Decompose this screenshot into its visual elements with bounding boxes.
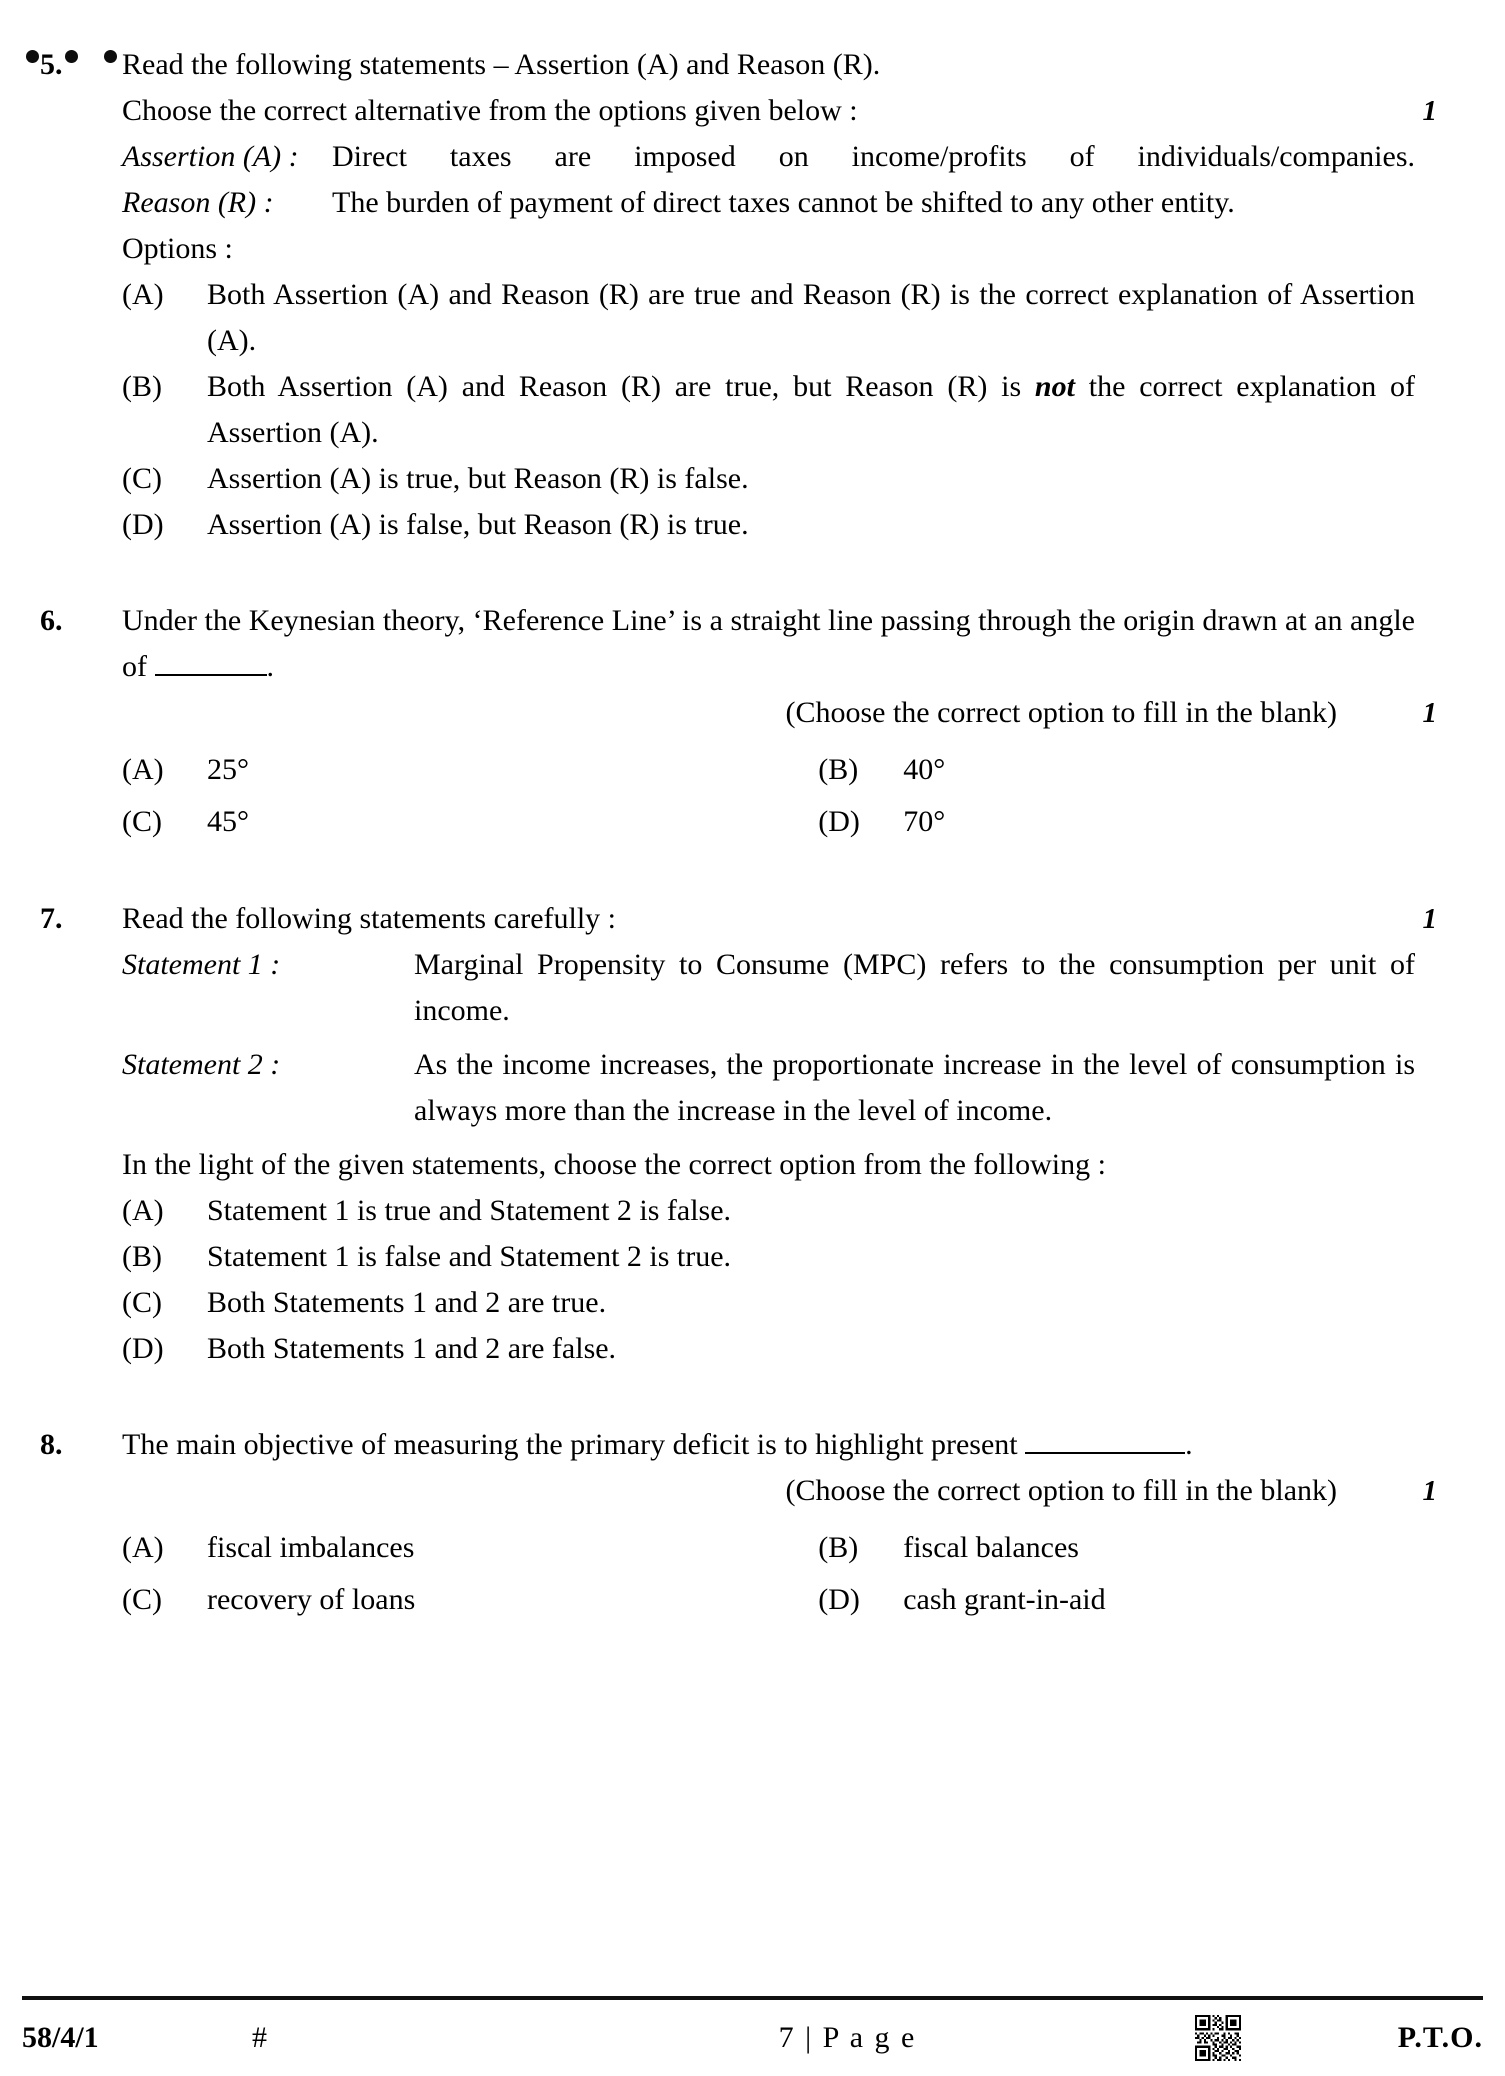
- question-6-options-row-1: [122, 744, 1415, 796]
- question-5-intro-line-2: Choose the correct alternative from the options given below :: [122, 94, 858, 127]
- option-emphasis: not: [1034, 370, 1075, 403]
- option-label: (C): [122, 805, 162, 838]
- question-5-intro-line-1: Read the following statements – Assertion (A) and Reason (R).: [122, 48, 881, 81]
- question-5: [40, 42, 1437, 548]
- question-7-statement-1-row: [122, 942, 1415, 1034]
- question-7-option-d[interactable]: [122, 1326, 1415, 1372]
- question-5-marks: 1: [1422, 95, 1437, 127]
- assertion-text: Direct taxes are imposed on income/profits of individuals/companies.: [332, 140, 1415, 173]
- qr-code-icon: [1143, 2015, 1293, 2061]
- question-8-stem-before: The main objective of measuring the primary deficit is to highlight present: [122, 1428, 1026, 1461]
- footer-divider: [22, 1996, 1483, 2000]
- option-text: 45°: [207, 805, 249, 838]
- option-text: 25°: [207, 753, 249, 786]
- option-label: (D): [818, 805, 860, 838]
- question-7-marks: 1: [1422, 903, 1437, 935]
- option-text: fiscal imbalances: [207, 1531, 415, 1564]
- question-6-stem-after: .: [266, 650, 274, 683]
- question-8-option-d[interactable]: [818, 1574, 1415, 1626]
- option-label: (C): [122, 1286, 162, 1319]
- fill-in-blank: [155, 674, 267, 676]
- question-8-stem-after: .: [1185, 1428, 1193, 1461]
- question-8-options-row-1: [122, 1522, 1415, 1574]
- option-label: (A): [122, 278, 164, 311]
- statement-1-text: Marginal Propensity to Consume (MPC) refers to the consumption per unit of income.: [414, 948, 1415, 1027]
- question-5-reason-row: [122, 180, 1415, 226]
- page-footer: [22, 2008, 1483, 2068]
- question-8-options-row-2: [122, 1574, 1415, 1626]
- question-7-option-b[interactable]: [122, 1234, 1415, 1280]
- question-6-stem-before: Under the Keynesian theory, ‘Reference Line’ is a straight line passing through the origin drawn at an angle of: [122, 604, 1415, 683]
- assertion-label: Assertion (A) :: [122, 140, 299, 173]
- option-label: (A): [122, 753, 164, 786]
- question-8-marks: 1: [1422, 1475, 1437, 1507]
- option-label: (B): [818, 753, 859, 786]
- question-8-stem: [122, 1422, 1415, 1468]
- paper-code: 58/4/1: [22, 2021, 99, 2054]
- statement-1-label: Statement 1 :: [122, 948, 281, 981]
- option-text: 70°: [903, 805, 946, 838]
- option-text: recovery of loans: [207, 1583, 416, 1616]
- option-text: Statement 1 is true and Statement 2 is false.: [207, 1194, 732, 1227]
- statement-2-label: Statement 2 :: [122, 1048, 281, 1081]
- question-6-option-a[interactable]: [122, 744, 818, 796]
- question-7-statement-2-row: [122, 1042, 1415, 1134]
- pto-label: P.T.O.: [1397, 2021, 1483, 2054]
- option-text: Both Statements 1 and 2 are false.: [207, 1332, 617, 1365]
- question-7-intro: Read the following statements carefully :: [122, 902, 617, 935]
- option-text: [207, 364, 1415, 456]
- option-label: (A): [122, 1194, 164, 1227]
- option-text-after: the correct explanation of Assertion (A).: [207, 370, 1415, 449]
- question-5-option-c[interactable]: [122, 456, 1415, 502]
- option-text: cash grant-in-aid: [903, 1583, 1106, 1616]
- option-label: (B): [122, 1240, 162, 1273]
- option-label: (D): [122, 508, 164, 541]
- question-5-number: 5.: [40, 48, 63, 81]
- fill-in-blank: [1025, 1452, 1185, 1454]
- question-6: [40, 598, 1437, 848]
- question-6-stem: [122, 598, 1415, 690]
- question-8: [40, 1422, 1437, 1626]
- question-6-option-d[interactable]: [818, 796, 1415, 848]
- question-6-number: 6.: [40, 604, 63, 637]
- question-7: [40, 896, 1437, 1372]
- option-label: (D): [122, 1332, 164, 1365]
- option-text: Both Statements 1 and 2 are true.: [207, 1286, 607, 1319]
- option-label: (A): [122, 1531, 164, 1564]
- question-8-option-c[interactable]: [122, 1574, 818, 1626]
- option-label: (B): [818, 1531, 859, 1564]
- option-label: (B): [122, 370, 162, 403]
- question-7-closing: In the light of the given statements, choose the correct option from the following :: [122, 1148, 1106, 1181]
- question-5-option-a[interactable]: [122, 272, 1415, 364]
- footer-hash-mark: #: [252, 2021, 267, 2054]
- question-8-option-a[interactable]: [122, 1522, 818, 1574]
- question-5-option-b[interactable]: [122, 364, 1415, 456]
- question-6-options-row-2: [122, 796, 1415, 848]
- question-6-instruction: (Choose the correct option to fill in the blank): [785, 696, 1337, 729]
- option-text: Assertion (A) is true, but Reason (R) is false.: [207, 462, 749, 495]
- option-text-before: Both Assertion (A) and Reason (R) are true, but Reason (R) is: [207, 370, 1035, 403]
- option-text: Both Assertion (A) and Reason (R) are true and Reason (R) is the correct explanation of Assertion (A).: [207, 278, 1415, 357]
- option-text: Statement 1 is false and Statement 2 is true.: [207, 1240, 732, 1273]
- question-6-marks: 1: [1422, 697, 1437, 729]
- option-label: (C): [122, 1583, 162, 1616]
- reason-label: Reason (R) :: [122, 186, 274, 219]
- statement-2-text: As the income increases, the proportionate increase in the level of consumption is always more than the increase in the level of income.: [414, 1048, 1415, 1127]
- question-8-option-b[interactable]: [818, 1522, 1415, 1574]
- question-6-option-c[interactable]: [122, 796, 818, 848]
- option-label: (D): [818, 1583, 860, 1616]
- question-5-assertion-row: [122, 134, 1415, 180]
- question-8-instruction: (Choose the correct option to fill in the blank): [785, 1474, 1337, 1507]
- question-6-option-b[interactable]: [818, 744, 1415, 796]
- option-label: (C): [122, 462, 162, 495]
- question-5-options-heading: Options :: [122, 232, 233, 265]
- question-7-option-c[interactable]: [122, 1280, 1415, 1326]
- question-5-option-d[interactable]: [122, 502, 1415, 548]
- option-text: fiscal balances: [903, 1531, 1079, 1564]
- question-7-number: 7.: [40, 902, 63, 935]
- question-7-option-a[interactable]: [122, 1188, 1415, 1234]
- exam-page: [0, 42, 1505, 2076]
- page-number: 7 | P a g e: [778, 2021, 917, 2054]
- option-text: 40°: [903, 753, 946, 786]
- question-8-number: 8.: [40, 1428, 63, 1461]
- dot-icon: [26, 50, 39, 63]
- reason-text: The burden of payment of direct taxes cannot be shifted to any other entity.: [332, 186, 1235, 219]
- option-text: Assertion (A) is false, but Reason (R) is true.: [207, 508, 749, 541]
